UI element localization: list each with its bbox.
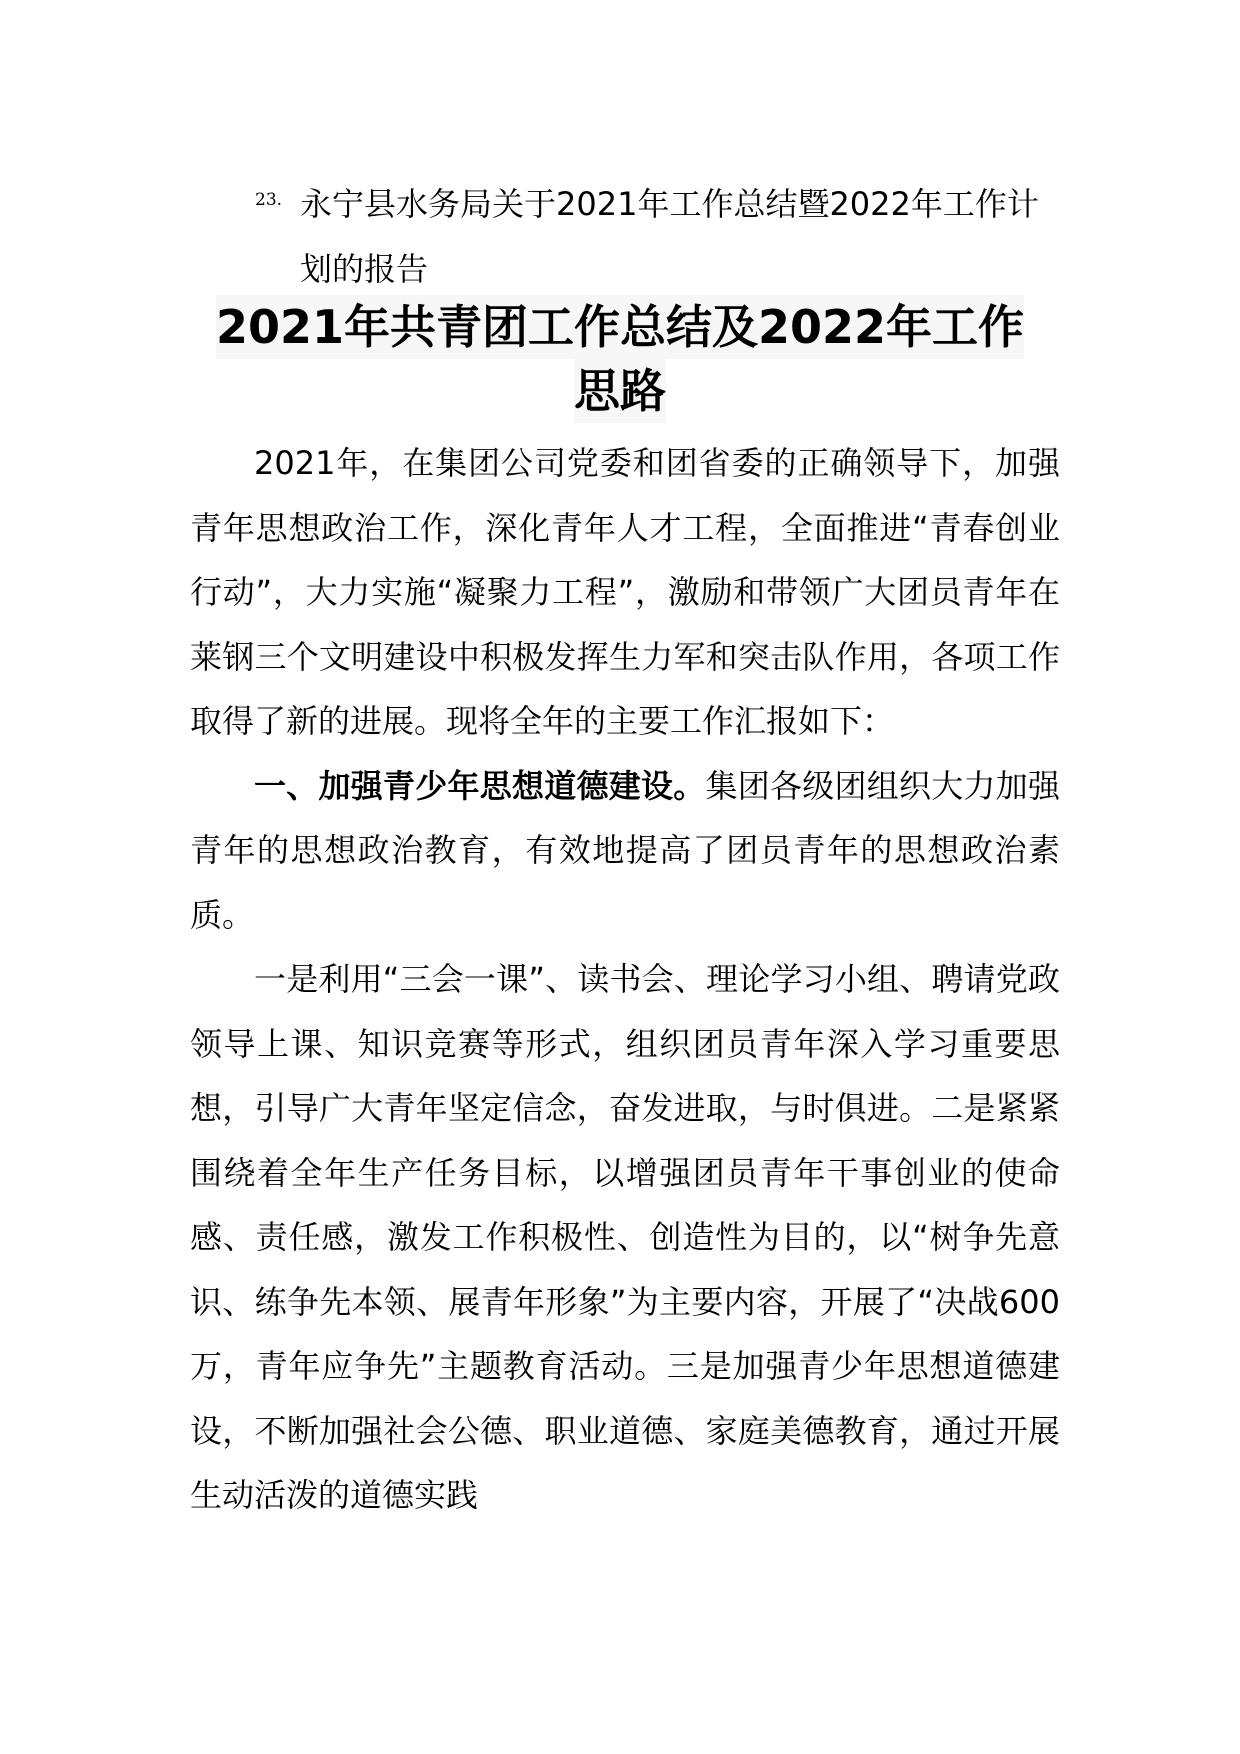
paragraph-section-1 [190,754,1060,948]
paragraph-text: 集团各级团组织大力加强青年的思想政治教育，有效地提高了团员青年的思想政治素质。 [190,766,1060,934]
paragraph-details [190,947,1060,1528]
document-title [190,295,1050,423]
title-line-1: 2021年共青团工作总结及2022年工作 [216,295,1024,359]
section-heading: 一、加强青少年思想道德建设。 [254,766,706,805]
paragraph-intro [190,431,1060,754]
toc-entry-text: 永宁县水务局关于2021年工作总结暨2022年工作计划的报告 [300,185,1039,288]
toc-entry-number: 23. [255,190,283,210]
paragraph-text: 一是利用“三会一课”、读书会、理论学习小组、聘请党政领导上课、知识竞赛等形式，组织团员青年深入学习重要思想，引导广大青年坚定信念，奋发进取，与时俱进。二是紧紧围绕着全年生产任务目标，以增强团员青年干事创业的使命感、责任感，激发工作积极性、创造性为目的，以“树争先意识、练争先本领、展青年形象”为主要内容，开展了“决战600万，青年应争先”主题教育活动。三是加强青少年思想道德建设，不断加强社会公德、职业道德、家庭美德教育，通过开展生动活泼的道德实践 [190,960,1060,1514]
paragraph-text: 2021年，在集团公司党委和团省委的正确领导下，加强青年思想政治工作，深化青年人才工程，全面推进“青春创业行动”，大力实施“凝聚力工程”，激励和带领广大团员青年在莱钢三个文明建设中积极发挥生力军和突击队作用，各项工作取得了新的进展。现将全年的主要工作汇报如下： [190,444,1060,740]
document-body [190,431,1060,1528]
title-line-2: 思路 [574,359,666,423]
